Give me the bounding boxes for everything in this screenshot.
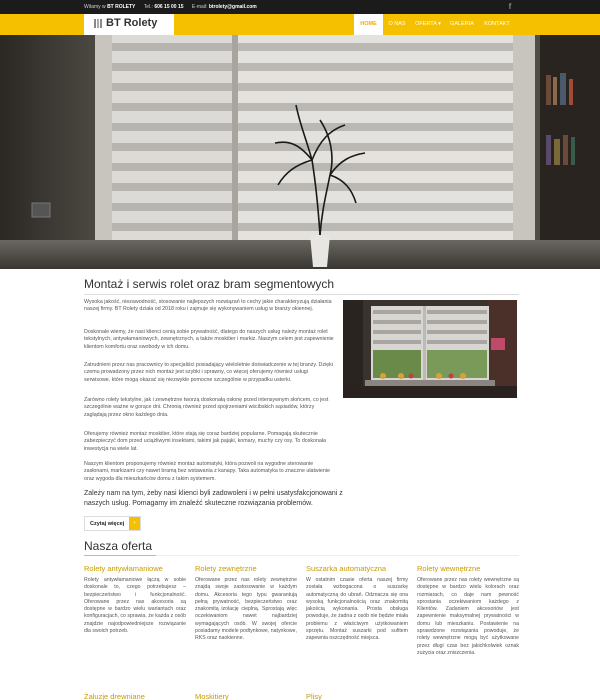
interior-photo bbox=[343, 300, 517, 398]
intro-paragraph-4: Zarówno rolety tekstylne, jak i zewnętrzne tworzą doskonałą osłonę przed intensywnym słońcem, co jest szczególnie ważne w gorące dni. Chronią również przed spojrzeniami wścibskich sąsiadów, którzy zaglądają przez okno każdego dnia. bbox=[84, 397, 329, 418]
nav-home[interactable]: HOME bbox=[354, 14, 383, 35]
intro-paragraph-2: Doskonale wiemy, że nasi klienci cenią sobie prywatność, dlatego do naszych usług należy montaż rolet tekstylnych, antywłamaniowych, zewnętrznych, a także moskitier i markiz. Naszym celem jest zapewnienie klientom komfortu oraz swobody w ich domu. bbox=[84, 329, 334, 350]
welcome-text: Witamy w bbox=[84, 4, 108, 10]
logo-text: BT Rolety bbox=[106, 17, 158, 29]
offer-dryer-title[interactable]: Suszarka automatyczna bbox=[306, 564, 387, 573]
nav-contact[interactable]: KONTAKT bbox=[484, 21, 510, 27]
page-title: Montaż i serwis rolet oraz bram segmentowych bbox=[84, 277, 335, 291]
intro-paragraph-3: Zatrudnieni przez nas pracownicy to specjaliści posiadający wieloletnie doświadczenie w tej branży. Dzięki czemu prowadzony przez nich montaż jest szybki i sprawny, co więcej oferujemy również usługi serwisowe, które mogą okazać się niezwykle pomocne szczególnie w przypadku usterki. bbox=[84, 362, 333, 383]
offer-internal-text: Oferowane przez nas rolety wewnętrzne są dostępne w bardzo wielu kolorach oraz rozmiarach, co daje nam pewność sprostania oczekiwaniom każdego z Klientów. Zadaniem akcesoriów jest zapewnienie maksymalnej prywatności w domu lub mieszkaniu. Postawienie na sprawdzone rozwiązania powoduje, że rolety wewnętrzne mogą być użytkowane przez długi czas bez jakichkolwiek oznak zużycia oraz zniszczenia. bbox=[417, 577, 519, 656]
logo-icon bbox=[94, 19, 104, 28]
brand-text: BT ROLETY bbox=[107, 4, 136, 10]
email-label: E-mail: bbox=[191, 4, 209, 10]
offer-anti-burglary-title[interactable]: Rolety antywłamaniowe bbox=[84, 564, 163, 573]
intro-paragraph-6: Naszym klientom proponujemy również montaż automatyki, która pozwoli na wygodne sterowanie zasłonami, markizami czy nawet bramą bez wstawania z kanapy. Taka automatyka to znaczne ułatwienie oraz wygoda dla mieszkańców domu z takim systemem. bbox=[84, 461, 330, 482]
phone-link[interactable]: 606 15 00 15 bbox=[154, 4, 184, 10]
read-more-button[interactable] bbox=[84, 516, 141, 531]
offer-wooden-blinds-title[interactable]: Żaluzje drewniane bbox=[84, 692, 145, 700]
offer-title-underline bbox=[84, 555, 156, 556]
lead-text: Zależy nam na tym, żeby nasi klienci byli zadowoleni i w pełni usatysfakcjonowani z naszych usług. Pomagamy im znaleźć skuteczne rozwiązania problemów. bbox=[84, 490, 343, 507]
intro-paragraph-5: Oferujemy również montaż moskitier, które stają się coraz bardziej popularne. Pomagają skutecznie zabezpieczyć dom przed uciążliwymi insektami, takimi jak pająki, komary, muchy czy osy. To doskonała inwestycja na wiele lat. bbox=[84, 431, 326, 452]
contact-info bbox=[84, 4, 257, 10]
offer-title: Nasza oferta bbox=[84, 539, 153, 553]
offer-external-text: Oferowane przez nas rolety zewnętrzne znajdą swoje zastosowanie w każdym domu. Akcesoria tego typu gwarantują pełną prywatność, bezpieczeństwo oraz znakomitą izolację cieplną. Sprostają więc oczekiwaniom nawet najbardziej wymagających osób. W swojej ofercie posiadamy modele podtynkowe, natynkowe, RKS oraz naokienne. bbox=[195, 577, 297, 642]
tel-label: Tel.: bbox=[143, 4, 155, 10]
top-bar bbox=[0, 0, 600, 14]
offer-pleated-title[interactable]: Plisy bbox=[306, 692, 322, 700]
offer-mosquito-nets-title[interactable]: Moskitiery bbox=[195, 692, 229, 700]
nav-gallery[interactable]: GALERIA bbox=[450, 21, 474, 27]
offer-dryer-text: W ostatnim czasie oferta naszej firmy została wzbogacona o suszarkę automatyczną do ubrań. Odznacza się ona wysoką funkcjonalnością oraz znakomitą jakością wykonania. Prosta obsługa powoduje, że żadna z osób nie będzie miała problemu z właściwym użytkowaniem sprzętu. Montaż suszarki pod sufitem zapewnia oszczędność miejsca. bbox=[306, 577, 408, 642]
facebook-icon[interactable]: f bbox=[508, 2, 512, 11]
hero-image bbox=[0, 35, 600, 269]
read-more-label: Czytaj więcej bbox=[90, 521, 125, 527]
nav-about[interactable]: O NAS bbox=[388, 21, 406, 27]
offer-internal-title[interactable]: Rolety wewnętrzne bbox=[417, 564, 481, 573]
offer-anti-burglary-text: Rolety antywłamaniowe łączą w sobie doskonale to, czego potrzebujesz – bezpieczeństwo i funkcjonalność. Oferowane przez nas akcesoria są dostępne w bardzo wielu wariantach oraz konfiguracjach, co sprawia, że każda z osób znajdzie najodpowiedniejsze rozwiązanie dla swoich potrzeb. bbox=[84, 577, 186, 635]
chevron-right-icon: › bbox=[129, 517, 140, 530]
nav-offer[interactable]: OFERTA ▾ bbox=[415, 21, 441, 27]
offer-external-title[interactable]: Rolety zewnętrzne bbox=[195, 564, 257, 573]
title-divider bbox=[84, 294, 519, 295]
intro-paragraph-1: Wysoka jakość, niezawodność, stosowanie najlepszych rozwiązań to cechy jakie charakteryzują działania naszej firmy. BT Rolety działa od 2018 roku i zajmuje się wykonywaniem usług w branży okiennej. bbox=[84, 299, 332, 313]
email-link[interactable]: btrolety@gmail.com bbox=[208, 4, 257, 10]
